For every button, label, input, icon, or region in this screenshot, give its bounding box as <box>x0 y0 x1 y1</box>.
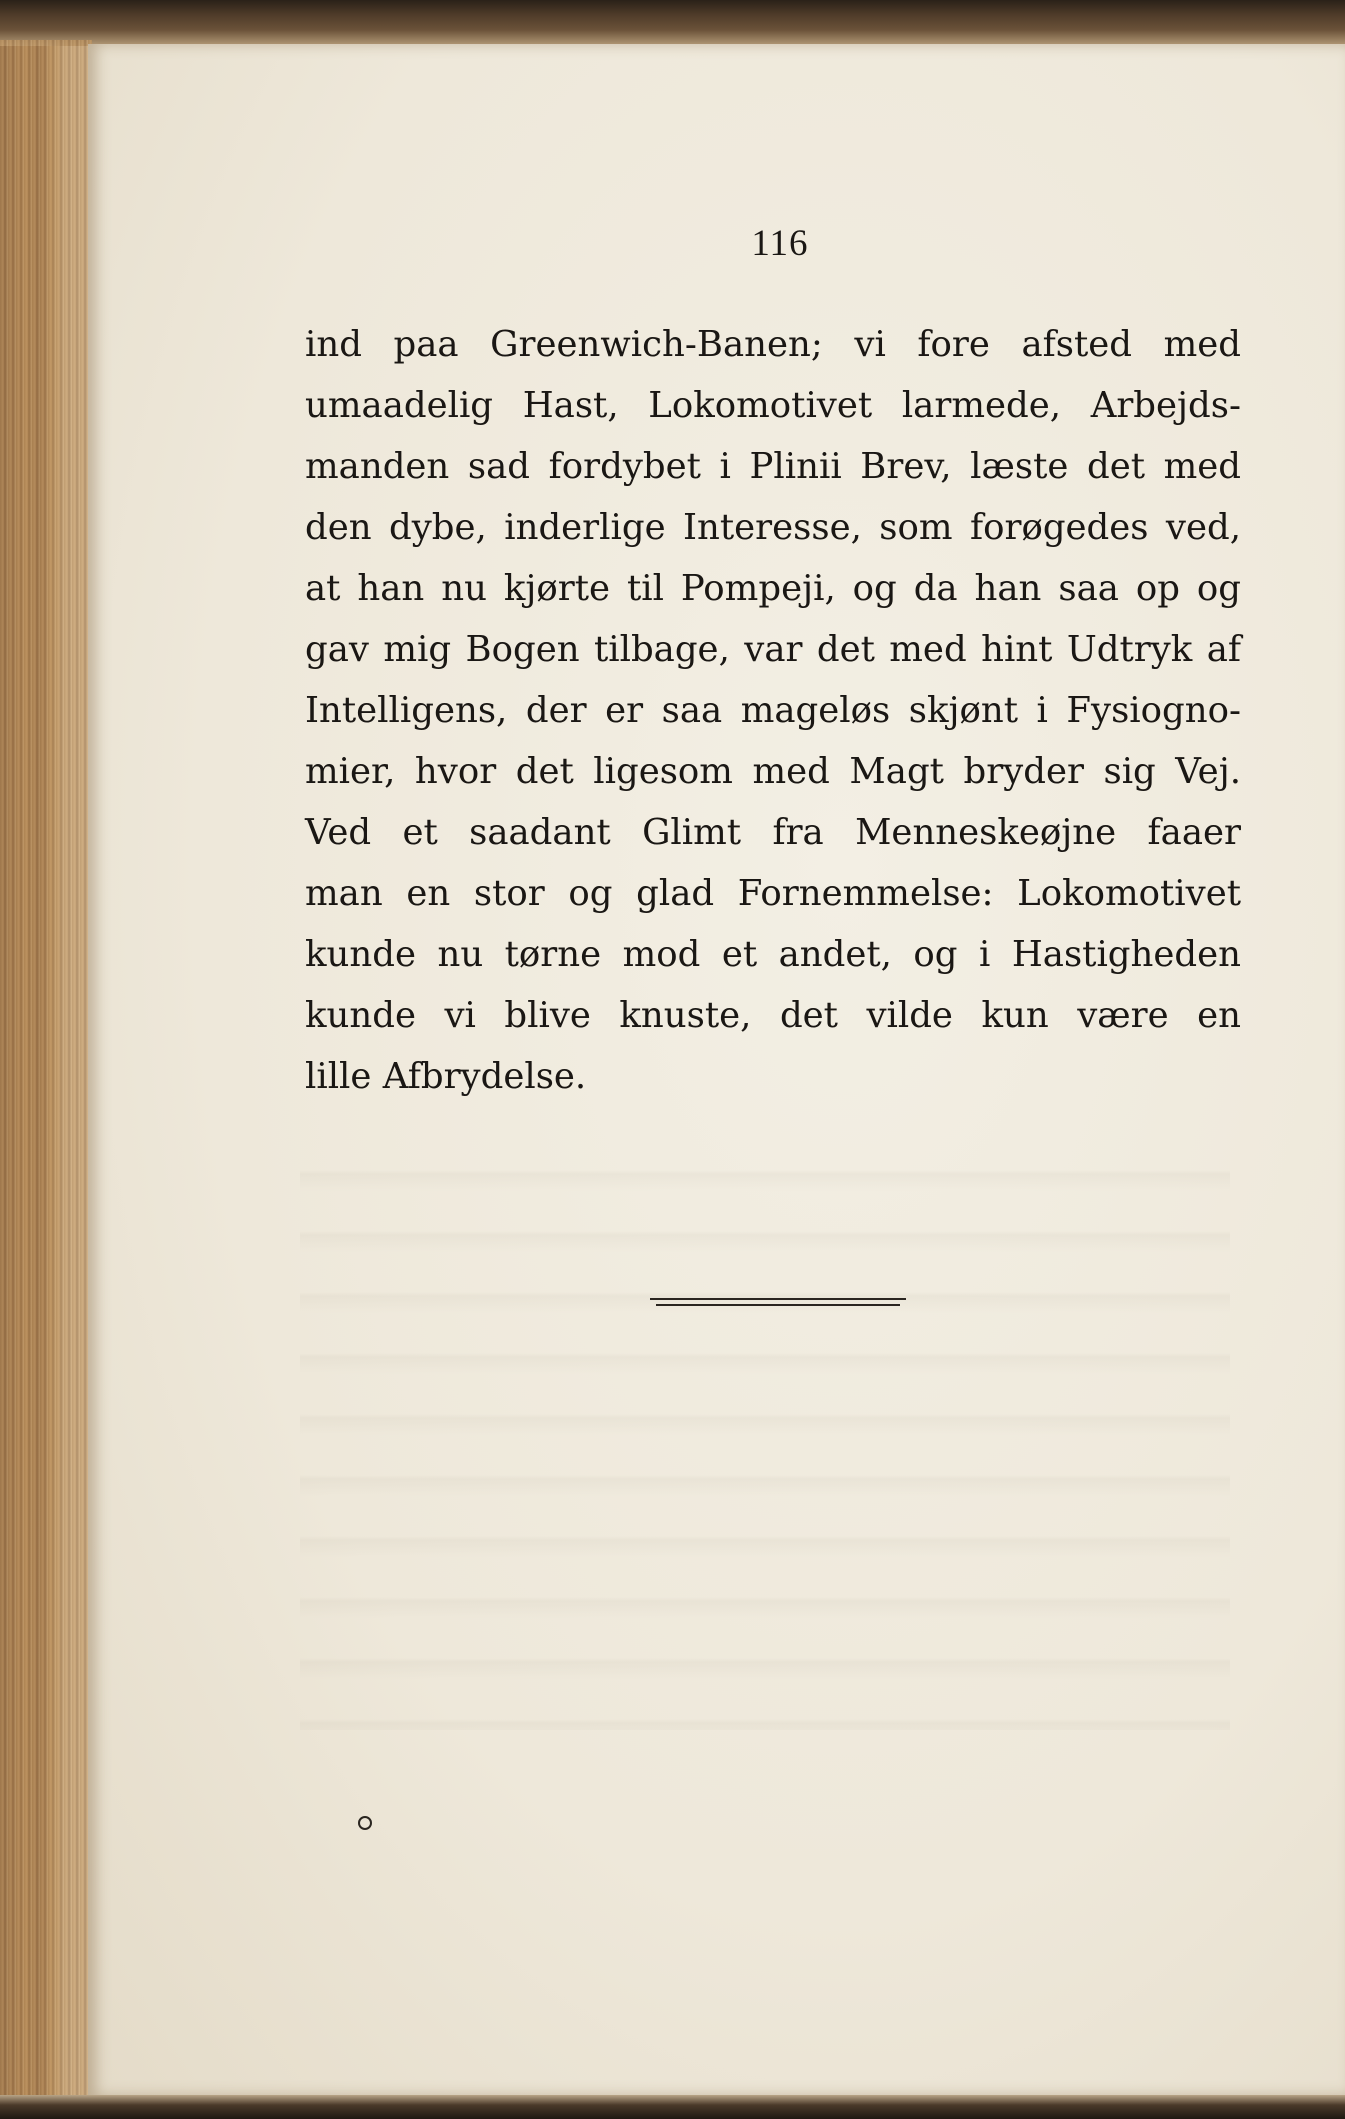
rule-line-top <box>650 1298 906 1300</box>
text-line: umaadelig Hast, Lokomotivet larmede, Arbejds- <box>305 385 1241 426</box>
text-line: Intelligens, der er saa mageløs skjønt i Fysiogno- <box>305 690 1241 731</box>
text-line: man en stor og glad Fornemmelse: Lokomotivet <box>305 873 1241 914</box>
text-line: kunde nu tørne mod et andet, og i Hastigheden <box>305 934 1241 975</box>
text-line: manden sad fordybet i Plinii Brev, læste det med <box>305 446 1241 487</box>
book-top-edge <box>0 0 1345 46</box>
text-line: Ved et saadant Glimt fra Menneskeøjne faaer <box>305 812 1241 853</box>
text-line: kunde vi blive knuste, det vilde kun være en <box>305 995 1241 1036</box>
text-line: mier, hvor det ligesom med Magt bryder sig Vej. <box>305 751 1241 792</box>
rule-line-bottom <box>656 1304 900 1306</box>
ink-speck-circle <box>358 1816 372 1830</box>
page-number: 116 <box>751 223 809 264</box>
section-end-double-rule <box>650 1298 906 1306</box>
text-line: gav mig Bogen tilbage, var det med hint Udtryk af <box>305 629 1241 670</box>
text-line-last: lille Afbrydelse. <box>305 1056 587 1097</box>
page-stack-edge <box>0 40 92 2100</box>
text-line: ind paa Greenwich-Banen; vi fore afsted med <box>305 324 1241 365</box>
show-through-texture <box>300 1130 1230 1730</box>
text-line: den dybe, inderlige Interesse, som forøgedes ved, <box>305 507 1241 548</box>
text-line: at han nu kjørte til Pompeji, og da han saa op og <box>305 568 1241 609</box>
body-text <box>305 314 1241 1107</box>
book-bottom-edge <box>0 2095 1345 2119</box>
